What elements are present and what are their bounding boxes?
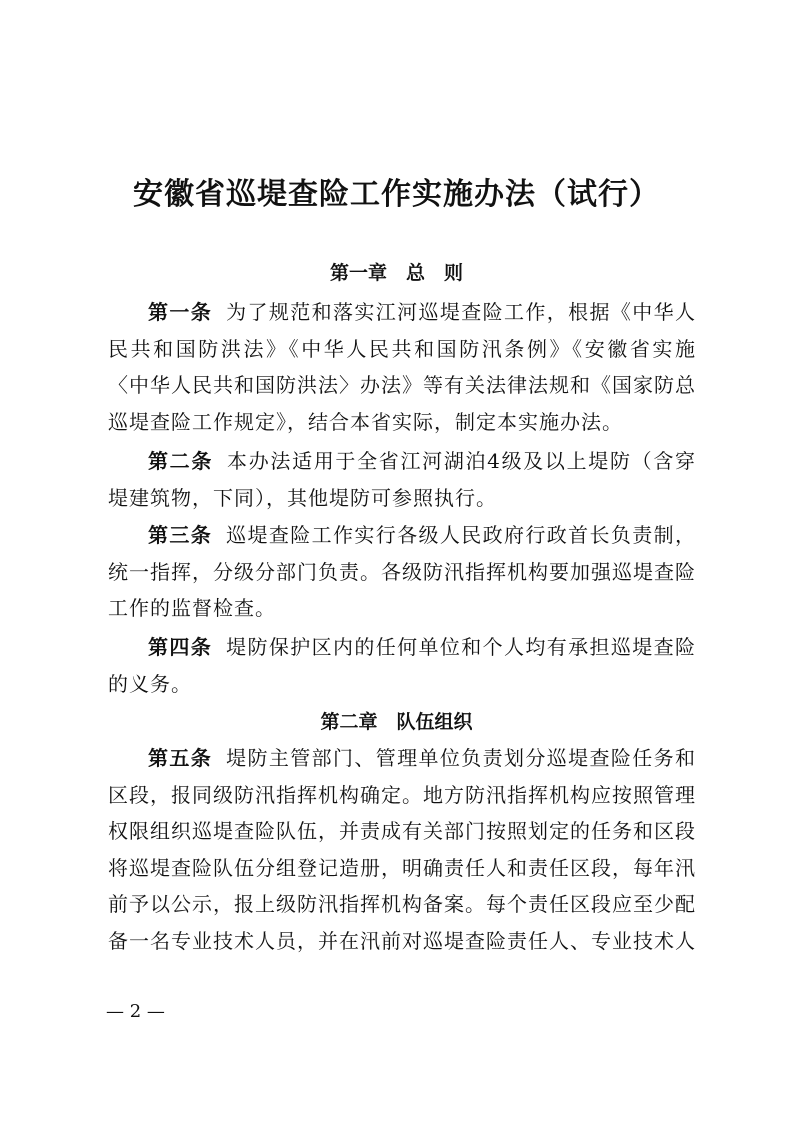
article-5	[108, 740, 696, 959]
article-4	[108, 629, 696, 702]
chapter-heading-1: 第一章 总 则	[329, 262, 463, 284]
article-label: 第五条	[148, 746, 213, 770]
article-label: 第一条	[148, 300, 213, 324]
chapter-heading-2: 第二章 队伍组织	[320, 711, 473, 733]
article-3	[108, 517, 696, 627]
document-title: 安徽省巡堤查险工作实施办法（试行）	[133, 177, 660, 212]
article-label: 第四条	[148, 635, 213, 659]
article-1	[108, 294, 696, 440]
page-number: — 2 —	[106, 1001, 165, 1022]
article-2	[108, 443, 696, 516]
article-text: 堤防保护区内的任何单位和个人均有承担巡堤查险的义务。	[108, 635, 696, 696]
article-label: 第三条	[148, 523, 213, 547]
article-text: 巡堤查险工作实行各级人民政府行政首长负责制，统一指挥，分级分部门负责。各级防汛指挥机构要加强巡堤查险工作的监督检查。	[108, 523, 696, 620]
article-text: 堤防主管部门、管理单位负责划分巡堤查险任务和区段，报同级防汛指挥机构确定。地方防汛指挥机构应按照管理权限组织巡堤查险队伍，并责成有关部门按照划定的任务和区段将巡堤查险队伍分组登记造册，明确责任人和责任区段，每年汛前予以公示，报上级防汛指挥机构备案。每个责任区段应至少配备一名专业技术人员，并在汛前对巡堤查险责任人、专业技术人	[108, 746, 696, 953]
article-text: 为了规范和落实江河巡堤查险工作，根据《中华人民共和国防洪法》《中华人民共和国防汛条例》《安徽省实施〈中华人民共和国防洪法〉办法》等有关法律法规和《国家防总巡堤查险工作规定》，结合本省实际，制定本实施办法。	[108, 300, 696, 434]
article-label: 第二条	[148, 449, 214, 473]
article-text: 本办法适用于全省江河湖泊4级及以上堤防（含穿堤建筑物，下同），其他堤防可参照执行。	[108, 449, 697, 510]
